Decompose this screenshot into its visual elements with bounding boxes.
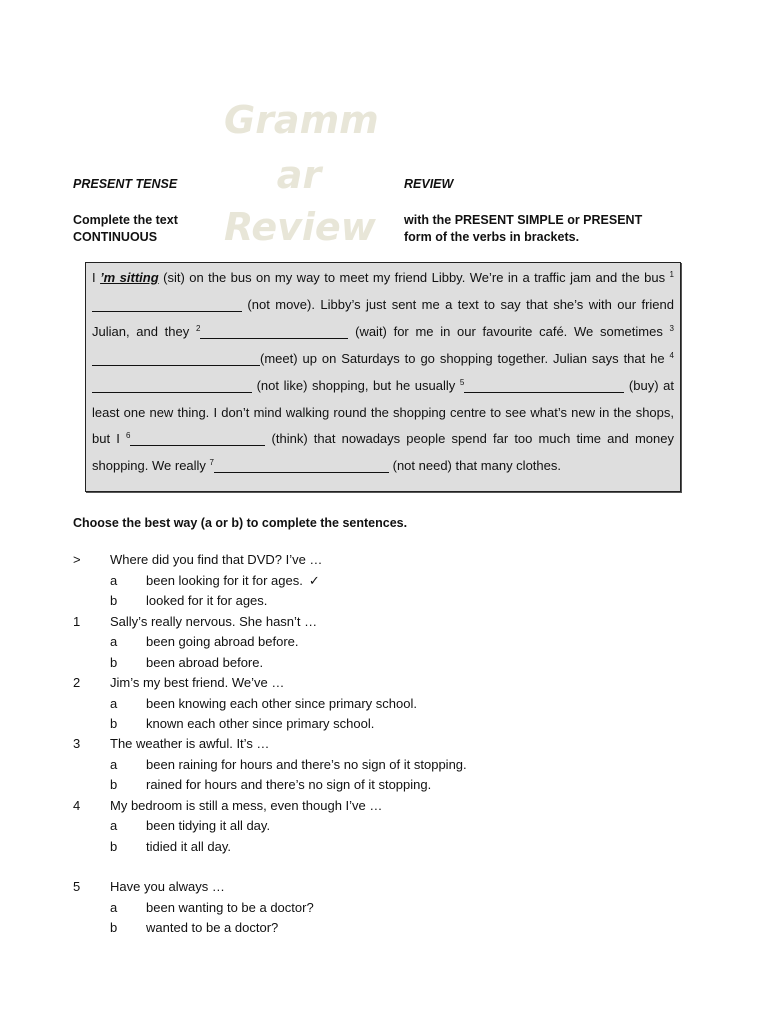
option-text: been abroad before. [146,655,264,670]
option-row[interactable] [0,919,768,937]
option-letter: a [110,818,118,833]
option-row[interactable] [0,715,768,733]
question-number: 5 [73,879,81,894]
option-row[interactable] [0,899,768,917]
example-answer: ’m sitting [100,270,159,285]
text-segment: (meet) up on Saturdays to go shopping together. Julian says that he [260,350,670,366]
instruction-left-1: Complete the text [73,213,178,227]
question-number: 1 [73,614,81,629]
instruction-right-1: with the PRESENT SIMPLE or PRESENT [404,213,643,227]
question-number: 2 [73,675,81,690]
question-number: 4 [73,798,81,813]
option-row[interactable] [0,838,768,856]
option-row[interactable] [0,633,768,651]
question-text: Have you always … [110,879,225,894]
watermark-line-3: Review [224,205,376,249]
option-row[interactable] [0,592,768,610]
gap-number: 3 [669,323,674,333]
option-row[interactable] [0,572,768,590]
text-segment: (not move). Libby’s just sent me a text to say that she’s with our friend Julian, and they [92,296,674,339]
gap-number: 7 [209,458,214,468]
question-text: Where did you find that DVD? I’ve … [110,552,323,567]
option-text: been wanting to be a doctor? [146,900,314,915]
option-letter: b [110,655,118,670]
text-segment: (not like) shopping, but he usually [252,377,460,393]
gap-fill-text-box [85,262,681,492]
option-letter: b [110,716,118,731]
section-title-right: REVIEW [404,177,454,191]
text-segment: I [92,270,101,285]
text-segment: (buy) at least one new thing. I don’t mind walking round the shopping centre to see what’s new in the shops, but I [92,377,675,447]
question-row [0,878,768,896]
gap-number: 6 [125,431,131,441]
section-title-left: PRESENT TENSE [73,177,178,191]
option-text: been tidying it all day. [146,818,271,833]
text-segment: (sit) on the bus on my way to meet my friend Libby. We’re in a traffic jam and the bus [158,270,670,285]
gap-number: 5 [459,377,465,387]
option-letter: b [110,777,118,792]
option-row[interactable] [0,654,768,672]
watermark-line-2: ar [276,153,322,197]
question-number: > [73,552,81,567]
question-row [0,797,768,815]
option-letter: b [110,920,118,935]
gap-number: 1 [669,270,674,279]
answer-blank-1[interactable] [92,296,242,312]
exercise-2-instruction: Choose the best way (a or b) to complete the sentences. [73,516,408,530]
text-segment: (not need) that many clothes. [389,458,561,474]
option-row[interactable] [0,695,768,713]
question-row [0,613,768,631]
option-text: been going abroad before. [146,634,299,649]
gap-number: 4 [669,350,674,360]
question-row [0,735,768,753]
option-row[interactable] [0,776,768,794]
option-text: rained for hours and there’s no sign of it stopping. [146,777,432,792]
option-text: tidied it all day. [146,839,232,854]
option-row[interactable] [0,756,768,774]
option-letter: a [110,634,118,649]
option-row[interactable] [0,817,768,835]
option-text: been looking for it for ages. [146,573,303,588]
answer-blank-3[interactable] [92,350,260,366]
option-text: looked for it for ages. [146,593,268,608]
question-row [0,674,768,692]
question-text: Jim’s my best friend. We’ve … [110,675,285,690]
answer-blank-7[interactable] [214,457,389,473]
option-text: wanted to be a doctor? [146,920,279,935]
question-row [0,551,768,569]
checkmark-icon: ✓ [308,574,320,589]
instruction-left-2: CONTINUOUS [73,230,158,244]
option-letter: a [110,900,118,915]
text-segment: (wait) for me in our favourite café. We sometimes [348,323,670,339]
question-text: Sally’s really nervous. She hasn’t … [110,614,318,629]
question-text: My bedroom is still a mess, even though I’ve … [110,798,383,813]
answer-blank-5[interactable] [464,377,624,393]
option-letter: a [110,696,118,711]
text-segment: (think) that nowadays people spend far too much time and money shopping. We really [92,431,674,474]
watermark-line-1: Gramm [224,98,379,142]
option-letter: a [110,757,118,772]
answer-blank-4[interactable] [92,377,252,393]
question-number: 3 [73,736,81,751]
instruction-right-2: form of the verbs in brackets. [404,230,580,244]
answer-blank-2[interactable] [200,323,348,339]
option-text: known each other since primary school. [146,716,375,731]
option-letter: a [110,573,118,588]
gap-number: 2 [195,323,201,333]
option-text: been raining for hours and there’s no sign of it stopping. [146,757,467,772]
answer-blank-6[interactable] [130,430,265,446]
option-text: been knowing each other since primary school. [146,696,417,711]
option-letter: b [110,593,118,608]
question-text: The weather is awful. It’s … [110,736,270,751]
option-letter: b [110,839,118,854]
